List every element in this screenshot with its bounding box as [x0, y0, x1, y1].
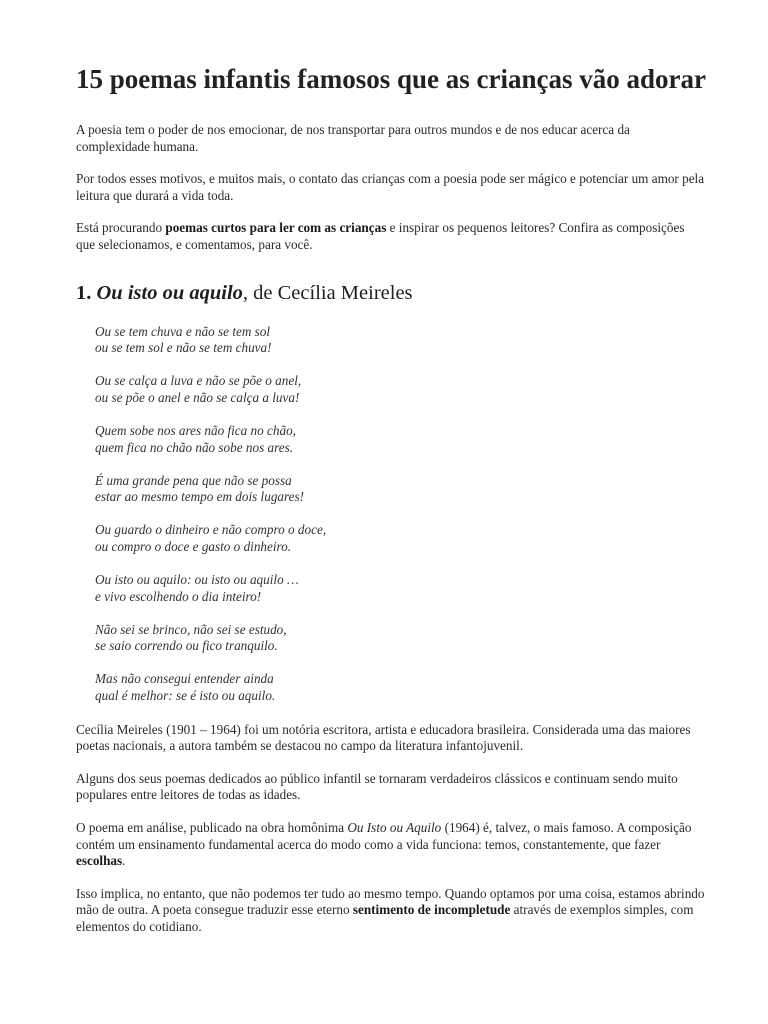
bio-paragraph-1: Cecília Meireles (1901 – 1964) foi um notória escritora, artista e educadora brasileira. Considerada uma das maiores poetas nacionais, a autora também se destacou no campo da literatura infantojuvenil.: [76, 721, 691, 754]
poem-line: quem fica no chão não sobe nos ares.: [95, 439, 294, 455]
poem-stanza: [95, 373, 706, 406]
intro-paragraph-2: Por todos esses motivos, e muitos mais, o contato das crianças com a poesia pode ser mágico e potenciar um amor pela leitura que durará a vida toda.: [76, 171, 705, 203]
poem-line: e vivo escolhendo o dia inteiro!: [95, 588, 262, 604]
analysis-paragraph-2: [76, 886, 706, 936]
article: [76, 62, 706, 952]
poem-line: se saio correndo ou fico tranquilo.: [95, 638, 278, 654]
article-title: 15 poemas infantis famosos que as crianças vão adorar: [76, 64, 707, 94]
poem-line: É uma grande pena que não se possa: [95, 472, 292, 488]
poem-line: Ou se tem chuva e não se tem sol: [95, 323, 271, 339]
poem-line: ou compro o doce e gasto o dinheiro.: [95, 538, 292, 554]
section-number: 1.: [76, 281, 92, 304]
intro-p3-bold: poemas curtos para ler com as crianças: [165, 220, 387, 236]
poem-line: Ou se calça a luva e não se põe o anel,: [95, 373, 302, 389]
poem-stanza: [95, 671, 706, 704]
analysis-p2-bold: sentimento de incompletude: [352, 902, 511, 918]
section-heading: [76, 280, 706, 306]
poem-title: Ou isto ou aquilo: [96, 281, 243, 304]
poem-stanza: [95, 324, 706, 357]
poem-stanza: [95, 522, 706, 555]
poem-author: , de Cecília Meireles: [242, 281, 413, 304]
poem: [95, 324, 706, 705]
poem-line: Ou guardo o dinheiro e não compro o doce,: [95, 522, 327, 538]
intro-paragraph-1: A poesia tem o poder de nos emocionar, de nos transportar para outros mundos e de nos educar acerca da complexidade humana.: [76, 122, 630, 154]
poem-stanza: [95, 572, 706, 605]
poem-line: ou se tem sol e não se tem chuva!: [95, 340, 272, 356]
poem-line: ou se põe o anel e não se calça a luva!: [95, 389, 300, 405]
analysis-p2-text-end: através de exemplos simples, com elementos do cotidiano.: [76, 902, 694, 934]
poem-stanza: [95, 473, 706, 506]
analysis-p1-bold: escolhas: [76, 853, 123, 869]
poem-stanza: [95, 622, 706, 655]
intro-paragraph-3: [76, 220, 706, 253]
bio-paragraph-2: Alguns dos seus poemas dedicados ao público infantil se tornaram verdadeiros clássicos e continuam sendo muito populares entre leitores de todas as idades.: [76, 770, 678, 803]
analysis-paragraph-1: [76, 820, 706, 870]
analysis-p1-text-middle: (1964) é, talvez, o mais famoso. A composição contém um ensinamento fundamental acerca do modo como a vida funciona: temos, constantemente, que fazer: [76, 819, 692, 852]
poem-line: estar ao mesmo tempo em dois lugares!: [95, 489, 305, 505]
poem-line: Mas não consegui entender ainda: [95, 671, 274, 687]
poem-line: qual é melhor: se é isto ou aquilo.: [95, 687, 276, 703]
poem-line: Quem sobe nos ares não fica no chão,: [95, 422, 296, 438]
poem-line: Não sei se brinco, não sei se estudo,: [95, 621, 287, 637]
intro-p3-text-end: e inspirar os pequenos leitores? Confira as composições que selecionamos, e comentamos, para você.: [76, 220, 685, 252]
poem-stanza: [95, 423, 706, 456]
analysis-p1-text-start: O poema em análise, publicado na obra homônima: [76, 819, 348, 835]
intro-p3-text-start: Está procurando: [76, 220, 166, 236]
poem-line: Ou isto ou aquilo: ou isto ou aquilo …: [95, 572, 299, 587]
book-title: Ou Isto ou Aquilo: [347, 819, 442, 835]
analysis-p2-text-start: Isso implica, no entanto, que não podemos ter tudo ao mesmo tempo. Quando optamos por uma coisa, estamos abrindo mão de outra. A poeta consegue traduzir esse eterno: [76, 885, 705, 918]
analysis-p1-text-end: .: [122, 853, 126, 869]
